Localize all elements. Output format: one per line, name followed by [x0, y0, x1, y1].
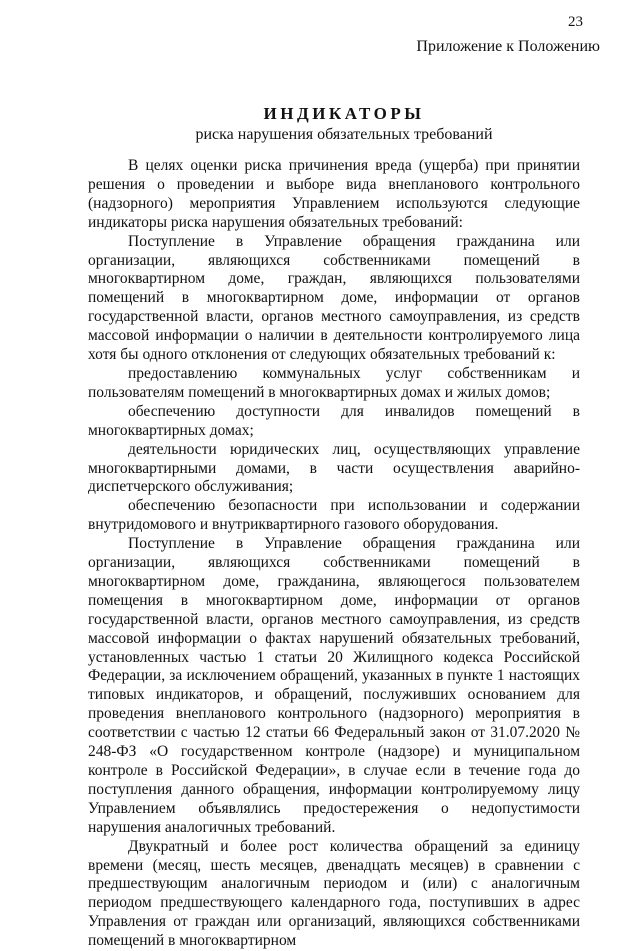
paragraph-item-accessibility: обеспечению доступности для инвалидов помещений в многоквартирных домах; — [88, 402, 580, 439]
document-body — [88, 157, 580, 951]
appendix-label: Приложение к Положению — [416, 38, 600, 55]
document-subtitle: риска нарушения обязательных требований — [195, 126, 493, 143]
title-block — [88, 104, 600, 145]
document-title: ИНДИКАТОРЫ — [263, 104, 425, 123]
paragraph-indicator-1: Поступление в Управление обращения гражданина или организации, являющихся собственниками помещений в многоквартирном доме, граждан, являющихся пользователями помещений в многоквартирном доме, информации от органов государственной власти, органов местного самоуправления, из средств массовой информации о наличии в деятельности контролируемого лица хотя бы одного отклонения от следующих обязательных требований к: — [88, 232, 580, 364]
paragraph-indicator-3: Двукратный и более рост количества обращений за единицу времени (месяц, шесть месяцев, двенадцать месяцев) в сравнении с предшествующим аналогичным периодом и (или) с аналогичным периодом предшествующего календарного года, поступивших в адрес Управления от граждан или организаций, являющихся собственниками помещений в многоквартирном — [88, 837, 580, 950]
paragraph-item-gas-safety: обеспечению безопасности при использовании и содержании внутридомового и внутриквартирного газового оборудования. — [88, 497, 580, 534]
paragraph-item-management: деятельности юридических лиц, осуществляющих управление многоквартирными домами, в части осуществления аварийно-диспетчерского обслуживания; — [88, 440, 580, 496]
page-number: 23 — [568, 14, 583, 30]
paragraph-intro: В целях оценки риска причинения вреда (ущерба) при принятии решения о проведении и выборе вида внепланового контрольного (надзорного) мероприятия Управлением используются следующие индикаторы риска нарушения обязательных требований: — [88, 157, 580, 231]
paragraph-indicator-2: Поступление в Управление обращения гражданина или организации, являющихся собственниками помещений в многоквартирном доме, гражданина, являющегося пользователем помещения в многоквартирном доме, информации от органов государственной власти, органов местного самоуправления, из средств массовой информации о фактах нарушений обязательных требований, установленных частью 1 статьи 20 Жилищного кодекса Российской Федерации, за исключением обращений, указанных в пункте 1 настоящих типовых индикаторов, и обращений, послуживших основанием для проведения внепланового контрольного (надзорного) мероприятия в соответствии с частью 12 статьи 66 Федеральный закон от 31.07.2020 № 248-ФЗ «О государственном контроле (надзоре) и муниципальном контроле в Российской Федерации», в случае если в течение года до поступления данного обращения, информации контролируемому лицу Управлением объявлялись предостережения о недопустимости нарушения аналогичных требований. — [88, 535, 580, 836]
paragraph-item-utilities: предоставлению коммунальных услуг собственникам и пользователям помещений в многоквартирных домах и жилых домов; — [88, 364, 580, 401]
